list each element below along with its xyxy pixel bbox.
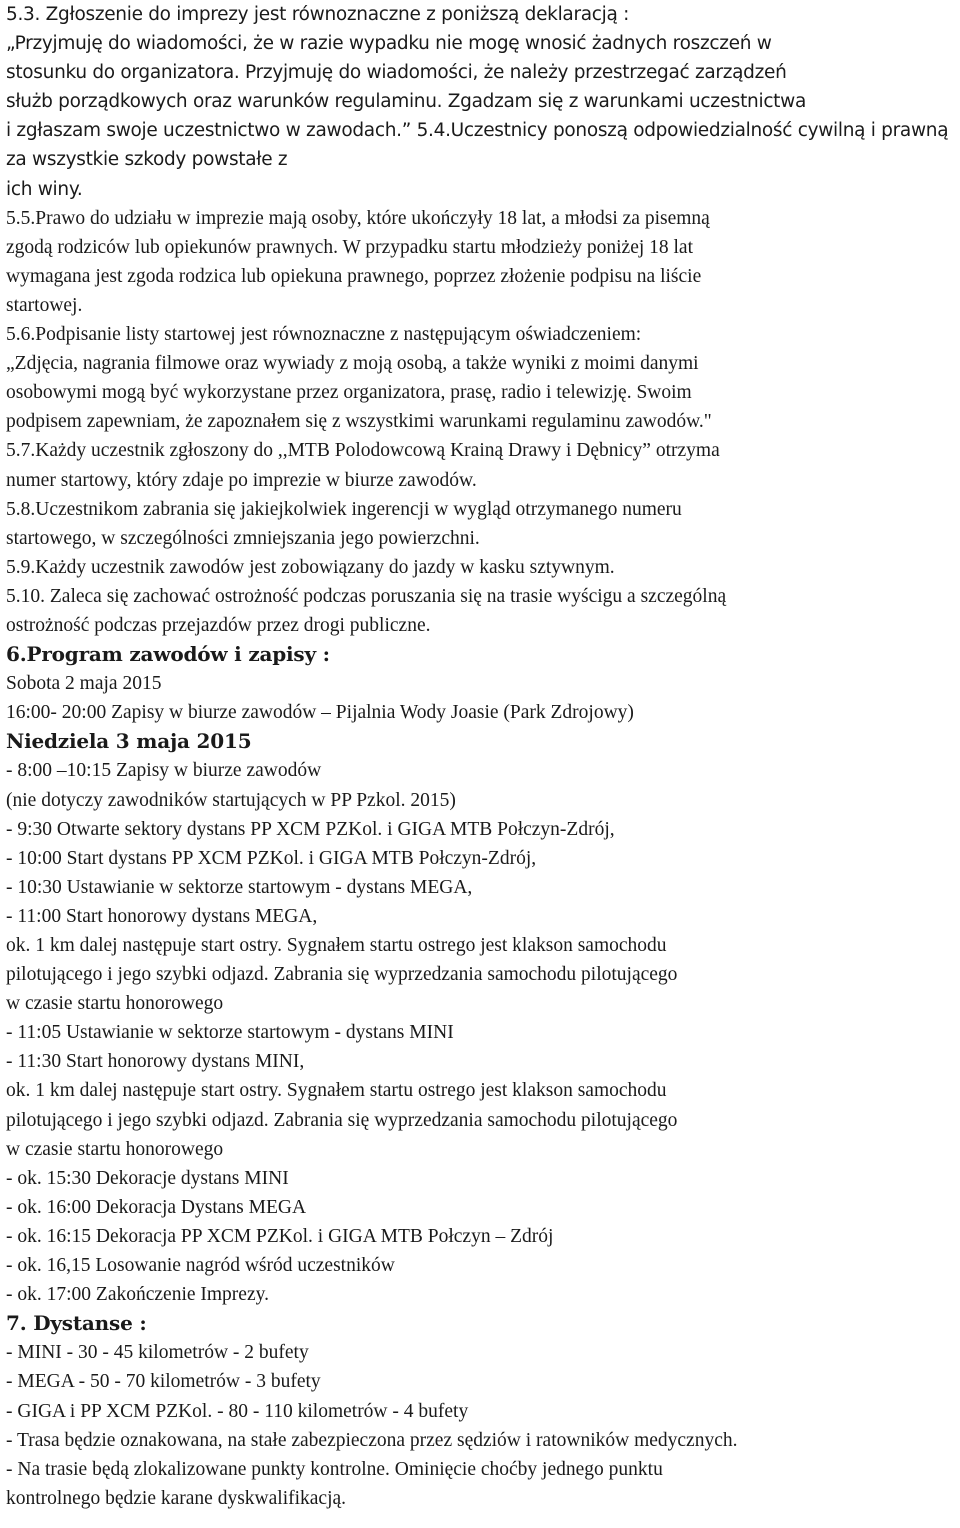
text-line: 5.5.Prawo do udziału w imprezie mają osoby, które ukończyły 18 lat, a młodsi za pisemną [6, 207, 710, 229]
text-line: zgodą rodziców lub opiekunów prawnych. W przypadku startu młodzieży poniżej 18 lat [6, 236, 694, 258]
text-line: - 11:30 Start honorowy dystans MINI, [6, 1051, 305, 1073]
text-line: startowego, w szczególności zmniejszania jego powierzchni. [6, 527, 480, 549]
text-line: - 9:30 Otwarte sektory dystans PP XCM PZKol. i GIGA MTB Połczyn-Zdrój, [6, 818, 615, 840]
text-line: - Na trasie będą zlokalizowane punkty kontrolne. Ominięcie choćby jednego punktu [6, 1458, 663, 1480]
text-line: 5.9.Każdy uczestnik zawodów jest zobowiązany do jazdy w kasku sztywnym. [6, 556, 615, 578]
text-line: „Przyjmuję do wiadomości, że w razie wypadku nie mogę wnosić żadnych roszczeń w [6, 33, 772, 55]
text-line: - ok. 16:15 Dekoracja PP XCM PZKol. i GIGA MTB Połczyn – Zdrój [6, 1225, 554, 1247]
text-line: - ok. 16:00 Dekoracja Dystans MEGA [6, 1196, 307, 1218]
text-line: kontrolnego będzie karane dyskwalifikacją. [6, 1487, 347, 1509]
text-line: ostrożność podczas przejazdów przez drogi publiczne. [6, 614, 431, 636]
text-line: ok. 1 km dalej następuje start ostry. Sygnałem startu ostrego jest klakson samochodu [6, 1080, 667, 1102]
text-line: służb porządkowych oraz warunków regulaminu. Zgadzam się z warunkami uczestnictwa [6, 91, 807, 113]
text-line: osobowymi mogą być wykorzystane przez organizatora, prasę, radio i telewizję. Swoim [6, 382, 692, 404]
section-heading-distances: 7. Dystanse : [6, 1311, 147, 1336]
text-line: w czasie startu honorowego [6, 993, 224, 1015]
text-line: - ok. 15:30 Dekoracje dystans MINI [6, 1167, 289, 1189]
text-line: 5.7.Każdy uczestnik zgłoszony do ,,MTB Polodowcową Krainą Drawy i Dębnicy” otrzyma [6, 440, 720, 462]
text-line: - 11:00 Start honorowy dystans MEGA, [6, 905, 318, 927]
text-line: „Zdjęcia, nagrania filmowe oraz wywiady z moją osobą, a także wyniki z moimi danymi [6, 353, 699, 375]
subheading-sunday: Niedziela 3 maja 2015 [6, 729, 252, 754]
text-line: startowej. [6, 294, 83, 316]
text-line: - GIGA i PP XCM PZKol. - 80 - 110 kilometrów - 4 bufety [6, 1400, 469, 1422]
text-line: ok. 1 km dalej następuje start ostry. Sygnałem startu ostrego jest klakson samochodu [6, 935, 667, 956]
text-line: stosunku do organizatora. Przyjmuję do wiadomości, że należy przestrzegać zarządzeń [6, 62, 787, 84]
text-line: wymagana jest zgoda rodzica lub opiekuna prawnego, poprzez złożenie podpisu na liście [6, 265, 702, 287]
text-line: numer startowy, który zdaje po imprezie w biurze zawodów. [6, 469, 477, 491]
text-line: 5.10. Zaleca się zachować ostrożność podczas poruszania się na trasie wyścigu a szczególną [6, 585, 727, 607]
text-line: 5.3. Zgłoszenie do imprezy jest równoznaczne z poniższą deklaracją : [6, 4, 630, 25]
text-line: pilotującego i jego szybki odjazd. Zabrania się wyprzedzania samochodu pilotującego [6, 1109, 678, 1131]
section-heading-program: 6.Program zawodów i zapisy : [6, 642, 330, 667]
text-line: - ok. 17:00 Zakończenie Imprezy. [6, 1284, 269, 1306]
text-line: (nie dotyczy zawodników startujących w PP Pzkol. 2015) [6, 789, 456, 811]
text-line: podpisem zapewniam, że zapoznałem się z wszystkimi warunkami regulaminu zawodów." [6, 411, 712, 433]
text-line: Sobota 2 maja 2015 [6, 673, 162, 695]
text-line: i zgłaszam swoje uczestnictwo w zawodach.” 5.4.Uczestnicy ponoszą odpowiedzialność cywilną i prawną za wszystkie szkody powstałe z [6, 120, 949, 171]
text-line: ich winy. [6, 178, 83, 200]
text-line: 16:00- 20:00 Zapisy w biurze zawodów – Pijalnia Wody Joasie (Park Zdrojowy) [6, 702, 634, 724]
text-line: - 10:30 Ustawianie w sektorze startowym - dystans MEGA, [6, 876, 473, 898]
text-line: 5.8.Uczestnikom zabrania się jakiejkolwiek ingerencji w wygląd otrzymanego numeru [6, 498, 682, 520]
text-line: w czasie startu honorowego [6, 1138, 224, 1160]
text-line: - MEGA - 50 - 70 kilometrów - 3 bufety [6, 1371, 321, 1393]
text-line: - 11:05 Ustawianie w sektorze startowym - dystans MINI [6, 1022, 454, 1044]
text-line: - 8:00 –10:15 Zapisy w biurze zawodów [6, 760, 322, 782]
text-line: - Trasa będzie oznakowana, na stałe zabezpieczona przez sędziów i ratowników medycznych. [6, 1429, 738, 1451]
text-line: pilotującego i jego szybki odjazd. Zabrania się wyprzedzania samochodu pilotującego [6, 964, 678, 986]
document-page [6, 0, 956, 1513]
text-line: - ok. 16,15 Losowanie nagród wśród uczestników [6, 1255, 395, 1277]
text-line: - MINI - 30 - 45 kilometrów - 2 bufety [6, 1342, 309, 1364]
text-line: - 10:00 Start dystans PP XCM PZKol. i GIGA MTB Połczyn-Zdrój, [6, 847, 537, 869]
text-line: 5.6.Podpisanie listy startowej jest równoznaczne z następującym oświadczeniem: [6, 324, 642, 346]
